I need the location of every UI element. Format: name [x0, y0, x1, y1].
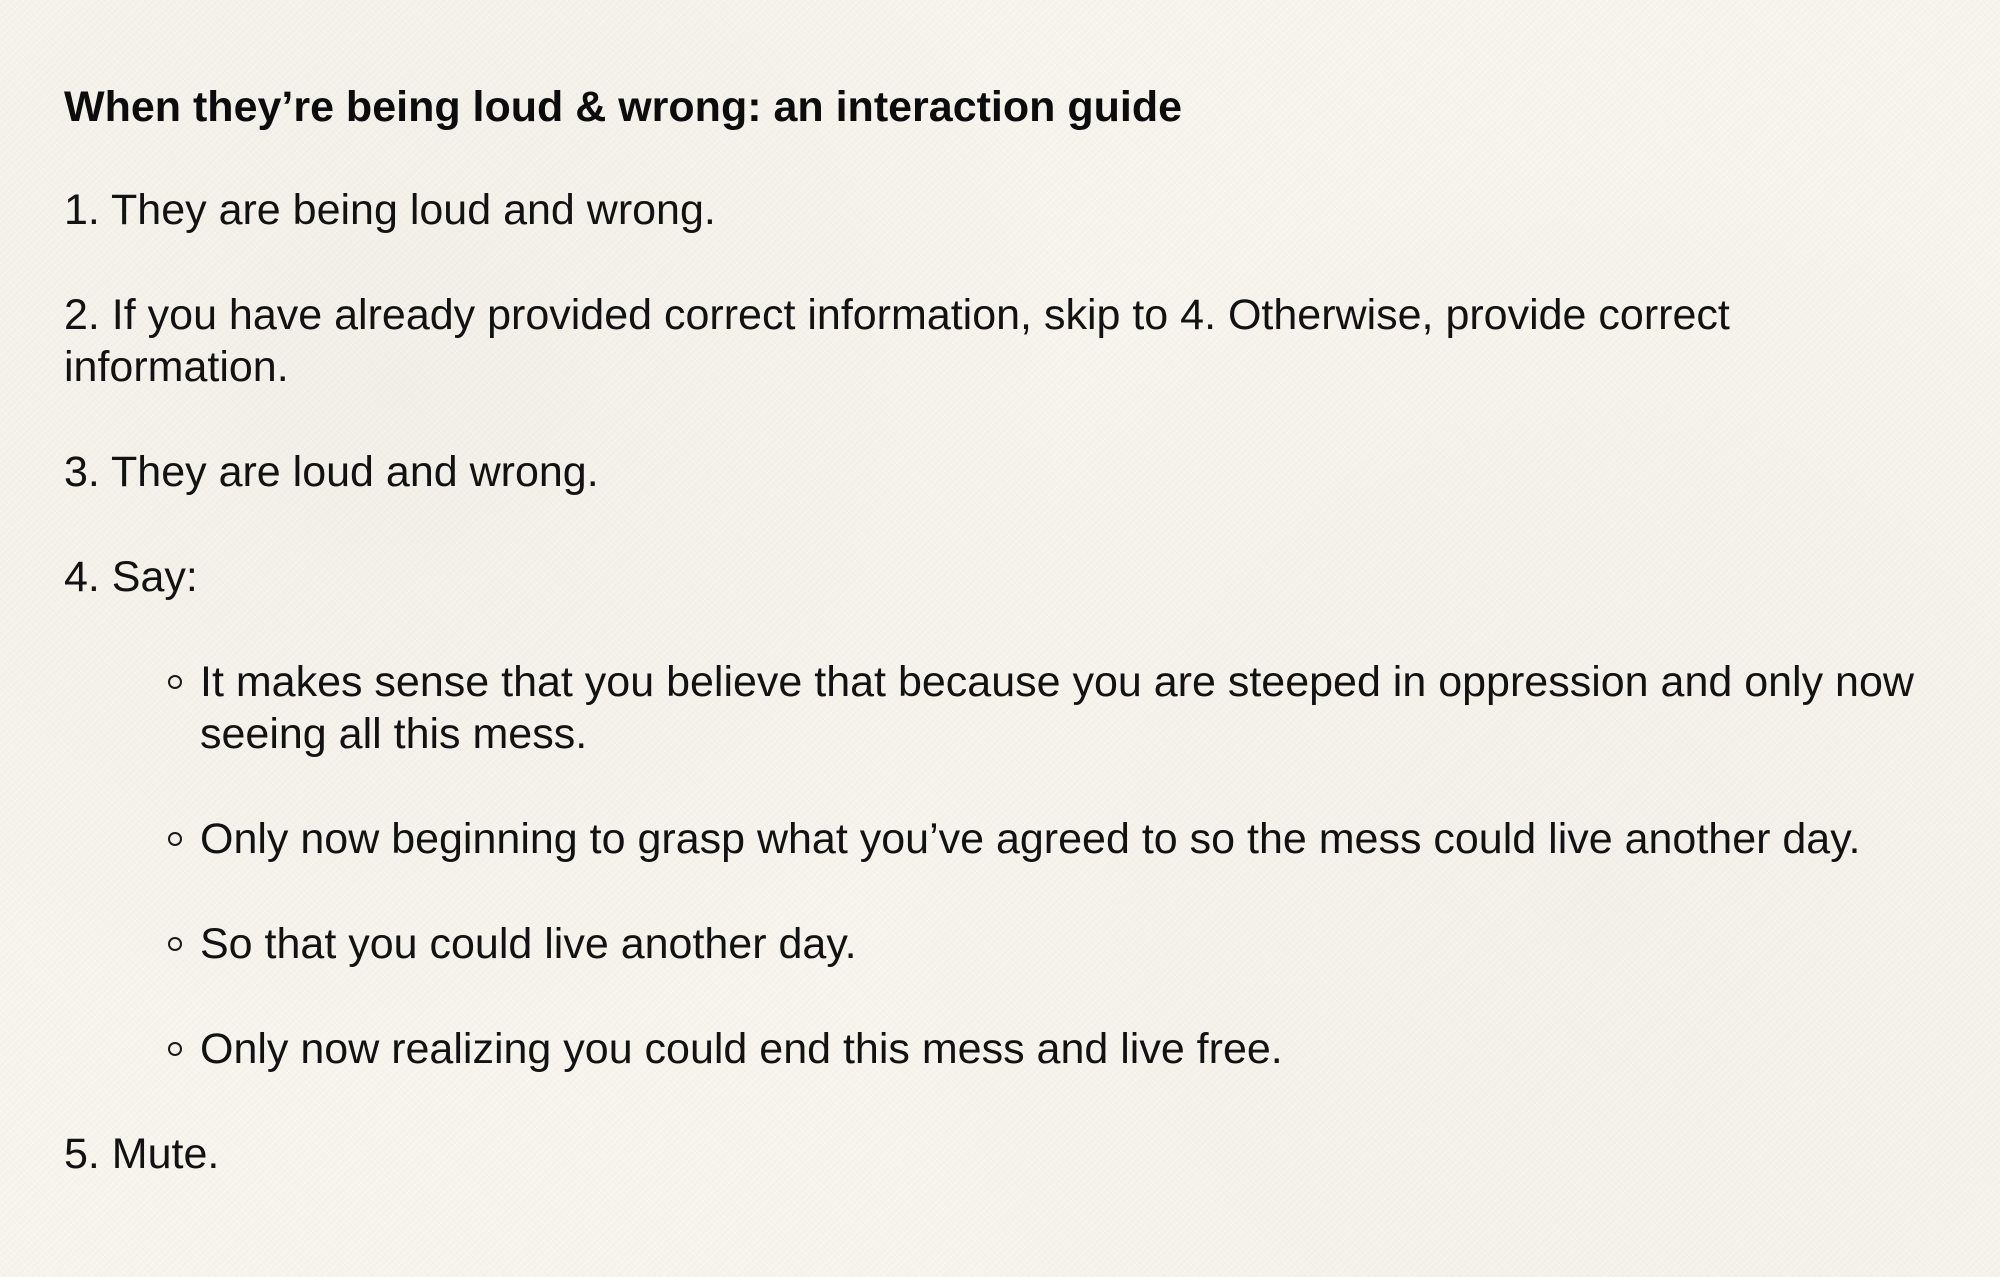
bullet-text: Only now realizing you could end this mess and live free.	[200, 1025, 1283, 1073]
step-2: 2. If you have already provided correct information, skip to 4. Otherwise, provide correct information.	[64, 291, 1730, 391]
hollow-circle-icon	[168, 675, 182, 689]
bullet-text: So that you could live another day.	[200, 920, 857, 968]
step-3: 3. They are loud and wrong.	[64, 448, 599, 496]
bullet-text: Only now beginning to grasp what you’ve agreed to so the mess could live another day.	[200, 815, 1861, 863]
hollow-circle-icon	[168, 832, 182, 846]
list-item	[64, 813, 1944, 865]
list-item	[64, 1023, 1944, 1075]
hollow-circle-icon	[168, 937, 182, 951]
document-title: When they’re being loud & wrong: an interaction guide	[64, 83, 1183, 131]
bullet-text: It makes sense that you believe that because you are steeped in oppression and only now seeing all this mess.	[200, 658, 1914, 758]
step-4: 4. Say:	[64, 553, 198, 601]
document-page	[64, 80, 1944, 1233]
step-5: 5. Mute.	[64, 1130, 220, 1178]
hollow-circle-icon	[168, 1042, 182, 1056]
list-item	[64, 918, 1944, 970]
say-bullet-list	[64, 656, 1944, 1075]
list-item	[64, 656, 1944, 760]
step-1: 1. They are being loud and wrong.	[64, 186, 716, 234]
